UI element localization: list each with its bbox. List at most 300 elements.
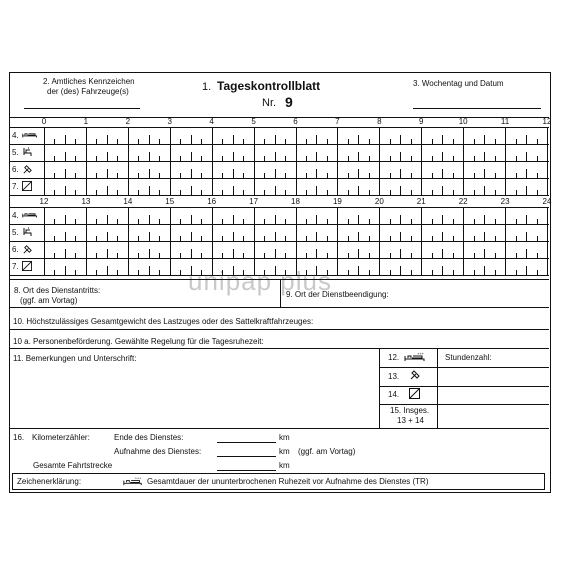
nr-label: Nr. [262, 97, 277, 109]
time-tick [75, 190, 76, 195]
time-tick [505, 258, 506, 275]
time-tick [390, 270, 391, 275]
time-tick [442, 186, 443, 195]
time-tick [254, 258, 255, 275]
time-tick [159, 173, 160, 178]
time-tick [432, 190, 433, 195]
time-tick [201, 139, 202, 144]
time-tick [474, 270, 475, 275]
time-tick [138, 270, 139, 275]
bed-icon [22, 210, 38, 219]
time-tick [138, 190, 139, 195]
time-tick [233, 266, 234, 275]
section10-label: 10. Höchstzulässiges Gesamtgewicht des Lastzuges oder des Sattelkraftfahrzeuges: [13, 317, 314, 326]
time-tick [212, 258, 213, 275]
total-distance-km-field[interactable] [217, 470, 276, 471]
time-tick [316, 266, 317, 275]
grid-line [10, 195, 549, 196]
time-tick [243, 173, 244, 178]
hour-label: 23 [500, 197, 510, 206]
time-tick [505, 178, 506, 195]
time-tick [526, 215, 527, 224]
time-tick [327, 236, 328, 241]
end-of-duty-km-field[interactable] [217, 442, 276, 443]
time-tick [411, 219, 412, 224]
time-tick [285, 253, 286, 258]
row-label: 5. [12, 228, 19, 237]
time-tick [474, 156, 475, 161]
time-tick [358, 232, 359, 241]
time-tick [201, 173, 202, 178]
time-tick [547, 258, 548, 275]
time-tick [390, 236, 391, 241]
time-tick [400, 186, 401, 195]
time-tick [484, 152, 485, 161]
summary-row12-label: 12. [388, 353, 400, 362]
time-tick [138, 236, 139, 241]
time-tick [96, 139, 97, 144]
time-tick [421, 241, 422, 258]
time-tick [243, 253, 244, 258]
time-tick [306, 139, 307, 144]
time-tick [547, 178, 548, 195]
time-tick [149, 135, 150, 144]
time-tick [474, 173, 475, 178]
time-tick [65, 266, 66, 275]
time-tick [526, 135, 527, 144]
legend-label: Zeichenerklärung: [17, 477, 82, 486]
time-tick [117, 190, 118, 195]
time-tick [537, 270, 538, 275]
hour-label: 5 [251, 117, 256, 126]
time-tick [537, 139, 538, 144]
time-tick [296, 178, 297, 195]
time-tick [505, 207, 506, 224]
time-tick [285, 139, 286, 144]
time-tick [107, 186, 108, 195]
time-tick [275, 169, 276, 178]
time-tick [243, 236, 244, 241]
time-tick [369, 253, 370, 258]
time-tick [96, 190, 97, 195]
time-tick [212, 224, 213, 241]
time-tick [337, 241, 338, 258]
hour-label: 6 [293, 117, 298, 126]
time-tick [191, 249, 192, 258]
hammer-icon [409, 369, 421, 381]
time-tick [537, 190, 538, 195]
time-tick [201, 236, 202, 241]
time-tick [296, 144, 297, 161]
hour-label: 9 [419, 117, 424, 126]
km-unit: km [279, 433, 290, 442]
daily-control-sheet-form [9, 72, 551, 493]
time-tick [411, 156, 412, 161]
time-tick [296, 127, 297, 144]
time-tick [421, 144, 422, 161]
time-tick [526, 186, 527, 195]
field3-label: 3. Wochentag und Datum [413, 79, 504, 88]
time-tick [442, 169, 443, 178]
time-tick [212, 144, 213, 161]
time-tick [474, 236, 475, 241]
hour-label: 14 [123, 197, 133, 206]
time-tick [201, 190, 202, 195]
time-tick [463, 127, 464, 144]
time-tick [369, 270, 370, 275]
divider [10, 428, 549, 429]
field1-number: 1. [202, 81, 212, 93]
time-tick [390, 190, 391, 195]
time-tick [516, 190, 517, 195]
time-tick [526, 249, 527, 258]
summary-row15-sublabel: 13 + 14 [397, 416, 424, 425]
hours-count-label: Stundenzahl: [445, 353, 492, 362]
time-tick [537, 253, 538, 258]
sheet-number: 9 [285, 94, 293, 110]
time-tick [96, 236, 97, 241]
start-of-duty-km-field[interactable] [217, 456, 276, 457]
time-tick [537, 236, 538, 241]
time-tick [128, 161, 129, 178]
time-tick [296, 258, 297, 275]
time-tick [285, 270, 286, 275]
time-tick [149, 266, 150, 275]
time-tick [75, 219, 76, 224]
hour-label: 17 [249, 197, 259, 206]
time-tick [222, 139, 223, 144]
grid-line [10, 161, 549, 162]
time-tick [254, 127, 255, 144]
time-tick [463, 241, 464, 258]
time-tick [516, 139, 517, 144]
time-tick [432, 219, 433, 224]
time-tick [138, 219, 139, 224]
row-label: 6. [12, 245, 19, 254]
time-tick [117, 156, 118, 161]
time-tick [149, 152, 150, 161]
time-tick [233, 232, 234, 241]
time-tick [316, 152, 317, 161]
hour-label: 4 [209, 117, 214, 126]
hammer-icon [22, 244, 33, 255]
time-tick [233, 249, 234, 258]
time-tick [306, 270, 307, 275]
svg-text:+++: +++ [134, 476, 142, 481]
time-tick [484, 215, 485, 224]
time-tick [547, 161, 548, 178]
time-tick [243, 190, 244, 195]
time-tick [222, 253, 223, 258]
time-tick [348, 236, 349, 241]
grid-line [44, 207, 45, 275]
hour-label: 16 [207, 197, 217, 206]
time-tick [306, 190, 307, 195]
time-tick [254, 224, 255, 241]
time-tick [537, 173, 538, 178]
time-tick [411, 253, 412, 258]
time-tick [264, 173, 265, 178]
time-tick [54, 173, 55, 178]
divider [10, 348, 549, 349]
time-tick [65, 152, 66, 161]
time-tick [537, 219, 538, 224]
time-tick [358, 186, 359, 195]
time-tick [421, 258, 422, 275]
legend-box [12, 473, 545, 490]
time-tick [86, 144, 87, 161]
time-tick [201, 270, 202, 275]
divider [10, 329, 549, 330]
time-tick [191, 169, 192, 178]
total-distance-label: Gesamte Fahrtstrecke [33, 461, 113, 470]
time-tick [453, 190, 454, 195]
time-tick [128, 241, 129, 258]
weekday-date-field[interactable] [413, 108, 541, 109]
time-tick [96, 156, 97, 161]
time-tick [453, 173, 454, 178]
hour-label: 11 [500, 117, 510, 126]
time-tick [222, 270, 223, 275]
time-tick [337, 144, 338, 161]
time-tick [484, 169, 485, 178]
divider [379, 348, 380, 428]
divider [379, 367, 549, 368]
time-tick [379, 241, 380, 258]
time-tick [296, 207, 297, 224]
hour-label: 19 [332, 197, 342, 206]
hammer-icon [22, 164, 33, 175]
hour-label: 1 [83, 117, 89, 126]
time-tick [484, 186, 485, 195]
time-tick [191, 152, 192, 161]
row-label: 6. [12, 165, 19, 174]
row-label: 4. [12, 131, 19, 140]
time-tick [453, 139, 454, 144]
km-unit: km [279, 447, 290, 456]
field2-label-line2: der (des) Fahrzeuge(s) [47, 87, 129, 96]
time-tick [222, 173, 223, 178]
time-tick [96, 253, 97, 258]
time-tick [243, 156, 244, 161]
time-tick [421, 161, 422, 178]
time-tick [149, 232, 150, 241]
time-tick [369, 236, 370, 241]
time-tick [117, 270, 118, 275]
time-tick [432, 270, 433, 275]
time-tick [400, 135, 401, 144]
time-tick [86, 207, 87, 224]
time-tick [432, 139, 433, 144]
time-tick [275, 186, 276, 195]
time-tick [275, 232, 276, 241]
section9-label: 9. Ort der Dienstbeendigung: [286, 290, 389, 299]
time-tick [463, 161, 464, 178]
time-tick [86, 178, 87, 195]
hour-label: 22 [458, 197, 468, 206]
time-tick [275, 135, 276, 144]
time-tick [327, 219, 328, 224]
time-tick [75, 139, 76, 144]
time-tick [306, 156, 307, 161]
grid-line [44, 127, 45, 195]
time-tick [505, 144, 506, 161]
time-tick [463, 144, 464, 161]
time-tick [54, 253, 55, 258]
time-tick [547, 127, 548, 144]
time-tick [149, 215, 150, 224]
time-tick [107, 152, 108, 161]
time-tick [107, 249, 108, 258]
time-tick [327, 253, 328, 258]
hour-label: 24 [542, 197, 552, 206]
time-tick [54, 236, 55, 241]
hour-label: 18 [291, 197, 300, 206]
time-tick [484, 232, 485, 241]
time-tick [296, 161, 297, 178]
end-of-duty-label: Ende des Dienstes: [114, 433, 184, 442]
time-tick [75, 236, 76, 241]
time-tick [411, 236, 412, 241]
time-tick [275, 249, 276, 258]
time-tick [306, 236, 307, 241]
time-tick [547, 144, 548, 161]
time-tick [128, 144, 129, 161]
time-tick [358, 135, 359, 144]
row-label: 7. [12, 182, 19, 191]
time-tick [463, 224, 464, 241]
time-tick [107, 215, 108, 224]
time-tick [547, 224, 548, 241]
time-tick [138, 139, 139, 144]
hour-label: 7 [335, 117, 340, 126]
time-tick [474, 139, 475, 144]
time-tick [495, 156, 496, 161]
time-tick [411, 270, 412, 275]
divider [10, 307, 549, 308]
time-tick [495, 139, 496, 144]
section8-sublabel: (ggf. am Vortag) [20, 296, 78, 305]
time-tick [107, 169, 108, 178]
time-tick [337, 127, 338, 144]
time-tick [432, 156, 433, 161]
time-tick [547, 241, 548, 258]
time-tick [505, 241, 506, 258]
time-tick [180, 253, 181, 258]
time-tick [170, 144, 171, 161]
page-title: Tageskontrollblatt [217, 79, 321, 93]
watermark: unipap plus [188, 266, 332, 296]
time-tick [65, 215, 66, 224]
start-of-duty-label: Aufnahme des Dienstes: [114, 447, 202, 456]
grid-line [10, 127, 549, 128]
bed-icon [122, 476, 144, 487]
grid-line [10, 224, 549, 225]
time-tick [348, 156, 349, 161]
time-tick [96, 173, 97, 178]
time-tick [526, 266, 527, 275]
time-tick [306, 219, 307, 224]
time-tick [86, 224, 87, 241]
time-tick [442, 266, 443, 275]
time-tick [316, 186, 317, 195]
time-tick [212, 241, 213, 258]
time-tick [432, 173, 433, 178]
time-tick [159, 139, 160, 144]
grid-line [10, 144, 549, 145]
time-tick [75, 270, 76, 275]
section8-label: 8. Ort des Dienstantritts: [14, 286, 101, 295]
time-tick [65, 232, 66, 241]
time-tick [390, 156, 391, 161]
time-tick [400, 266, 401, 275]
time-tick [149, 249, 150, 258]
hour-label: 2 [125, 117, 131, 126]
time-tick [516, 219, 517, 224]
time-tick [421, 127, 422, 144]
row-label: 4. [12, 211, 19, 220]
time-tick [421, 224, 422, 241]
time-tick [484, 249, 485, 258]
time-tick [379, 224, 380, 241]
time-tick [233, 186, 234, 195]
time-tick [243, 270, 244, 275]
time-tick [526, 169, 527, 178]
vehicle-registration-field[interactable] [24, 108, 140, 109]
time-tick [159, 219, 160, 224]
time-tick [180, 219, 181, 224]
time-tick [264, 190, 265, 195]
time-tick [484, 135, 485, 144]
time-tick [348, 190, 349, 195]
time-tick [463, 207, 464, 224]
time-tick [337, 224, 338, 241]
time-tick [222, 190, 223, 195]
time-tick [65, 135, 66, 144]
time-tick [327, 173, 328, 178]
time-tick [495, 253, 496, 258]
time-tick [285, 236, 286, 241]
time-tick [337, 207, 338, 224]
time-tick [222, 219, 223, 224]
time-tick [463, 258, 464, 275]
activity-grid-0-12 [10, 117, 552, 197]
time-tick [149, 169, 150, 178]
time-tick [117, 139, 118, 144]
hour-label: 15 [165, 197, 175, 206]
time-tick [369, 190, 370, 195]
time-tick [159, 270, 160, 275]
time-tick [117, 219, 118, 224]
time-tick [474, 190, 475, 195]
time-tick [191, 186, 192, 195]
time-tick [348, 139, 349, 144]
divider [379, 404, 549, 405]
time-tick [474, 253, 475, 258]
time-tick [212, 178, 213, 195]
time-tick [170, 224, 171, 241]
time-tick [264, 253, 265, 258]
time-tick [159, 236, 160, 241]
time-tick [369, 173, 370, 178]
time-tick [421, 178, 422, 195]
time-tick [348, 219, 349, 224]
time-tick [379, 258, 380, 275]
time-tick [212, 127, 213, 144]
time-tick [201, 253, 202, 258]
summary-row13-label: 13. [388, 372, 400, 381]
time-tick [254, 178, 255, 195]
